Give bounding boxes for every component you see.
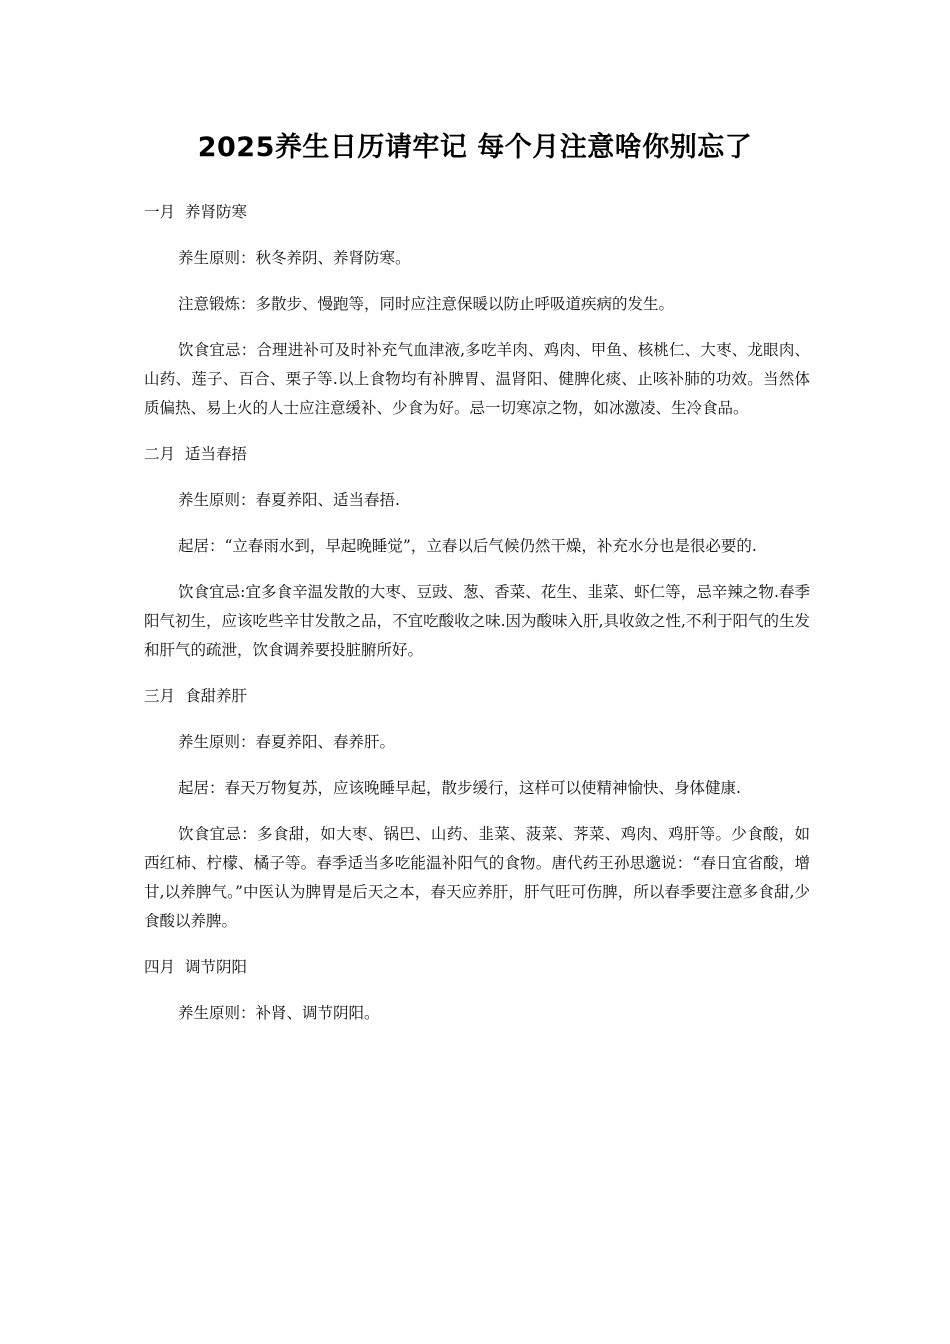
paragraph: 养生原则：补肾、调节阴阳。	[178, 1004, 380, 1022]
section-topic: 适当春捂	[185, 445, 248, 463]
paragraph: 起居：春天万物复苏，应该晚睡早起，散步缓行，这样可以使精神愉快、身体健康.	[178, 779, 741, 797]
section-heading-february	[144, 440, 810, 469]
paragraph: 养生原则：春夏养阳、春养肝。	[178, 733, 396, 751]
paragraph: 养生原则：秋冬养阴、养肾防寒。	[178, 249, 411, 267]
paragraph: 注意锻炼：多散步、慢跑等，同时应注意保暖以防止呼吸道疾病的发生。	[178, 295, 675, 313]
document-body	[144, 198, 810, 1045]
paragraph: 饮食宜忌:宜多食辛温发散的大枣、豆豉、葱、香菜、花生、韭菜、虾仁等，忌辛辣之物.春季阳气初生，应该吃些辛甘发散之品，不宜吃酸收之味.因为酸味入肝,具收敛之性,不利于阳气的生发和肝气的疏泄，饮食调养要投脏腑所好。	[144, 583, 810, 659]
section-heading-march	[144, 682, 810, 711]
paragraph: 饮食宜忌：多食甜，如大枣、锅巴、山药、韭菜、菠菜、荠菜、鸡肉、鸡肝等。少食酸，如西红柿、柠檬、橘子等。春季适当多吃能温补阳气的食物。唐代药王孙思邈说：“春日宜省酸，增甘,以养脾气。”中医认为脾胃是后天之本，春天应养肝，肝气旺可伤脾，所以春季要注意多食甜,少食酸以养脾。	[144, 825, 810, 930]
section-month: 四月	[144, 958, 176, 976]
section-topic: 养肾防寒	[185, 203, 248, 221]
section-heading-january	[144, 198, 810, 227]
paragraph: 养生原则：春夏养阳、适当春捂.	[178, 491, 400, 509]
paragraph: 起居：“立春雨水到，早起晚睡觉”，立春以后气候仍然干燥，补充水分也是很必要的.	[178, 537, 757, 555]
section-month: 二月	[144, 445, 176, 463]
section-topic: 调节阴阳	[185, 958, 248, 976]
section-heading-april	[144, 953, 810, 982]
section-month: 一月	[144, 203, 176, 221]
section-month: 三月	[144, 687, 176, 705]
document-title: 2025养生日历请牢记 每个月注意啥你别忘了	[197, 132, 753, 163]
section-topic: 食甜养肝	[185, 687, 248, 705]
paragraph: 饮食宜忌：合理进补可及时补充气血津液,多吃羊肉、鸡肉、甲鱼、核桃仁、大枣、龙眼肉、山药、莲子、百合、栗子等.以上食物均有补脾胃、温肾阳、健脾化痰、止咳补肺的功效。当然体质偏热、易上火的人士应注意缓补、少食为好。忌一切寒凉之物，如冰激凌、生冷食品。	[144, 341, 810, 417]
